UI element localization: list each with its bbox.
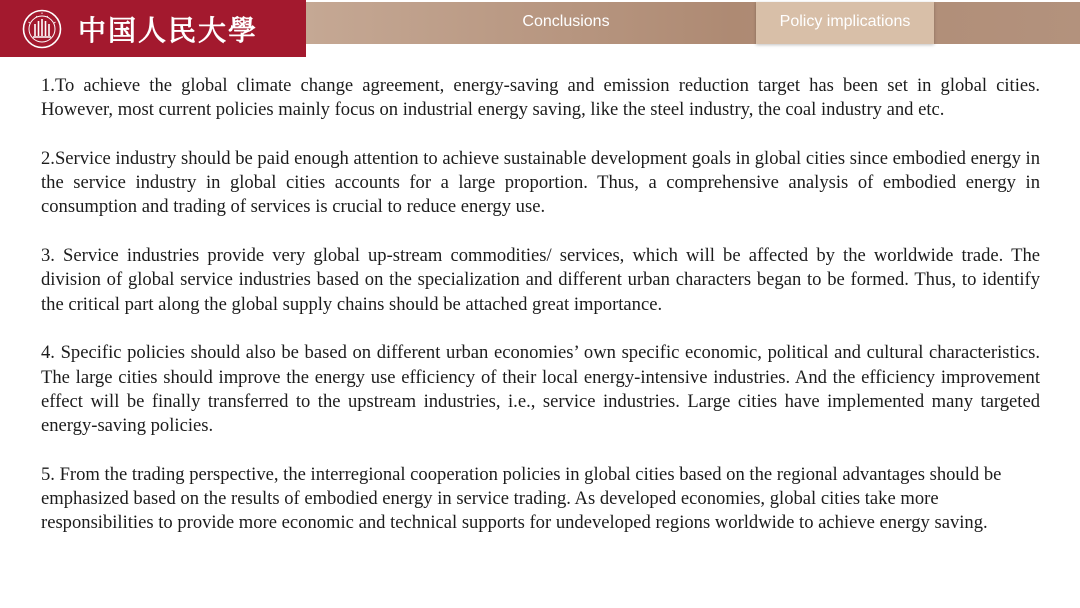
tab-conclusions[interactable]: Conclusions (522, 13, 610, 30)
policy-paragraph-2: 2.Service industry should be paid enough attention to achieve sustainable development goals in global cities since embodied energy in the service industry in global cities accounts for a large proportion. Thus, a comprehensive analysis of embodied energy in consumption and trading of services is crucial to reduce energy use. (41, 147, 1040, 218)
university-name: 中国人民大學 (78, 13, 259, 47)
policy-paragraph-3: 3. Service industries provide very global up-stream commodities/ services, which will be affected by the worldwide trade. The division of global service industries based on the specialization and different urban characters began to be formed. Thus, to identify the critical part along the global supply chains should be attached great importance. (41, 245, 1040, 315)
policy-content (41, 74, 1040, 560)
policy-paragraph-5: 5. From the trading perspective, the interregional cooperation policies in global cities based on the regional advantages should be emphasized based on the results of embodied energy in service trading. As developed economies, global cities take more responsibilities to provide more economic and technical supports for undeveloped regions worldwide to achieve energy saving. (41, 463, 1002, 534)
university-logo (0, 0, 306, 57)
policy-paragraph-1: 1.To achieve the global climate change agreement, energy-saving and emission reduction target has been set in global cities. However, most current policies mainly focus on industrial energy saving, like the steel industry, the coal industry and etc. (41, 75, 1040, 121)
policy-paragraph-4: 4. Specific policies should also be based on different urban economies’ own specific economic, political and cultural characteristics. The large cities should improve the energy use efficiency of their local energy-intensive industries. And the efficiency improvement effect will be finally transferred to the upstream industries, i.e., service industries. Large cities have implemented many targeted energy-saving policies. (41, 342, 1040, 437)
tab-policy-implications[interactable]: Policy implications (756, 2, 934, 44)
university-seal-icon (22, 9, 62, 49)
top-navigation (306, 2, 1080, 44)
